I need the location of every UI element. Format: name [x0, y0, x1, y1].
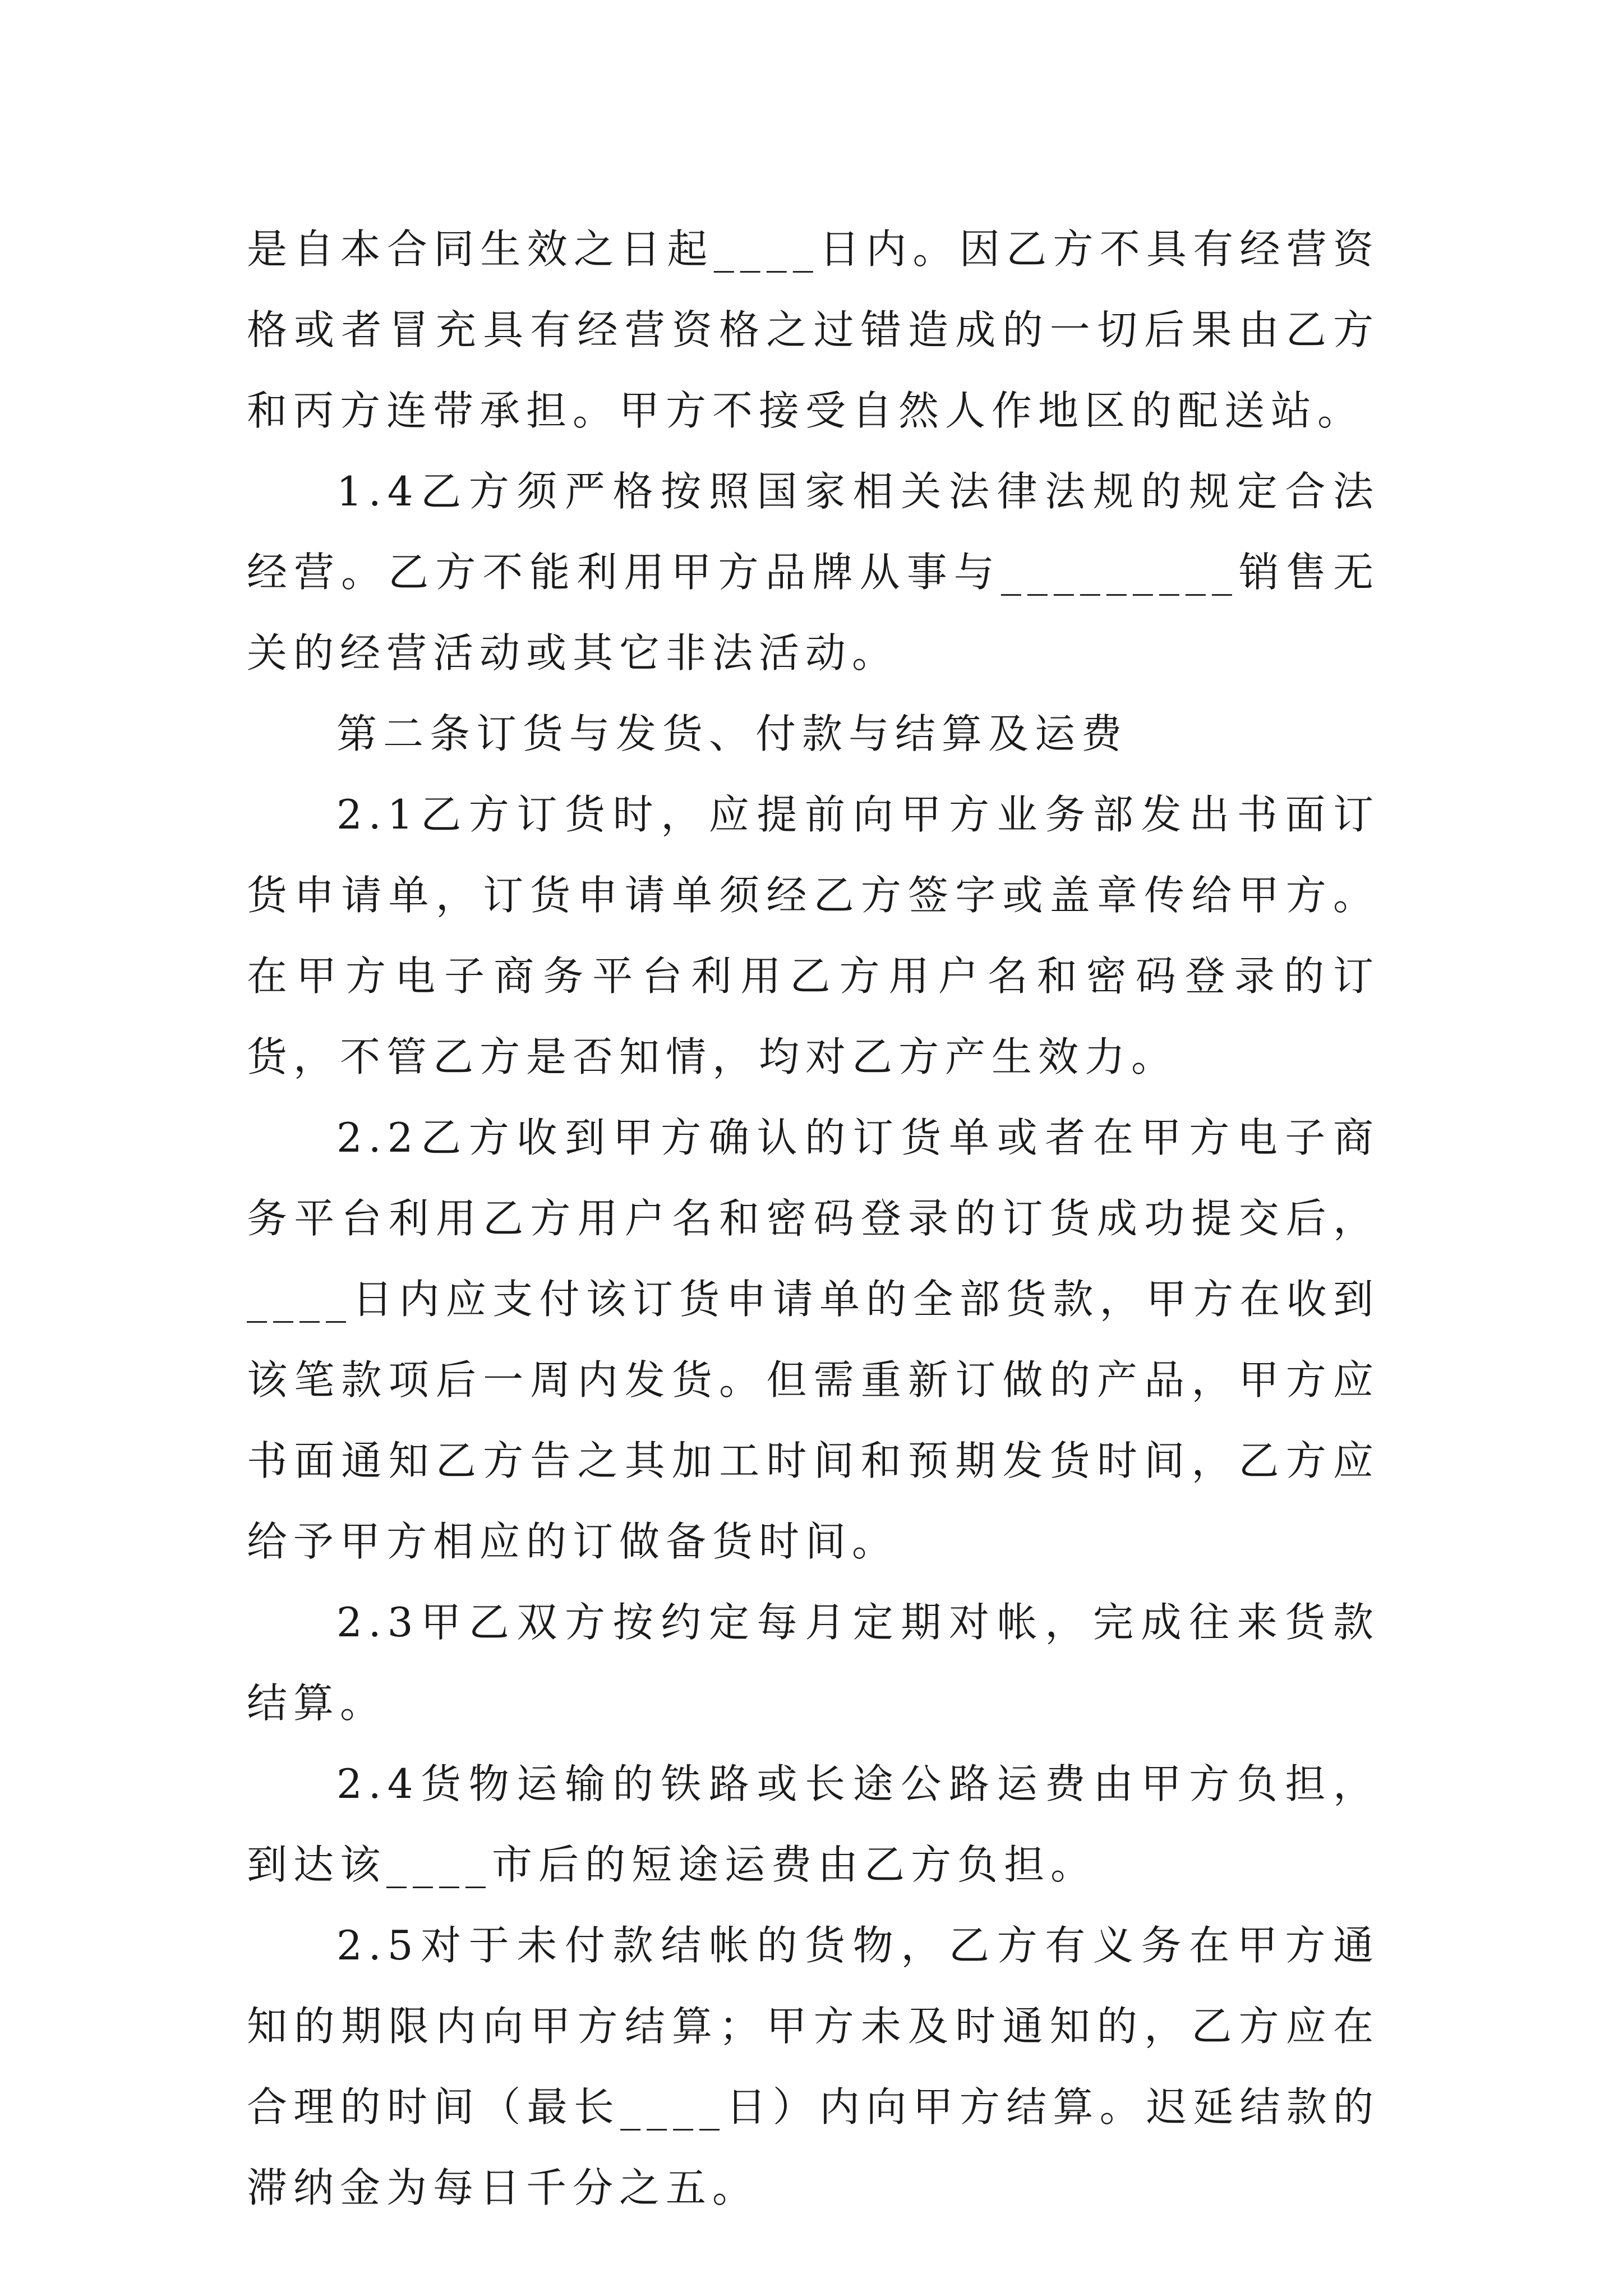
clause-2-2: 2.2乙方收到甲方确认的订货单或者在甲方电子商务平台利用乙方用户名和密码登录的订货成功提交后，____日内应支付该订货申请单的全部货款，甲方在收到该笔款项后一周内发货。但需重新订做的产品，甲方应书面通知乙方告之其加工时间和预期发货时间，乙方应给予甲方相应的订做备货时间。	[247, 1114, 1380, 1565]
clause-2-5: 2.5对于未付款结帐的货物，乙方有义务在甲方通知的期限内向甲方结算；甲方未及时通知的，乙方应在合理的时间（最长____日）内向甲方结算。迟延结款的滞纳金为每日千分之五。	[247, 1922, 1380, 2211]
article-2-heading: 第二条订货与发货、付款与结算及运费	[336, 710, 1128, 757]
clause-2-3: 2.3甲乙双方按约定每月定期对帐，完成往来货款结算。	[247, 1599, 1380, 1727]
clause-2-4: 2.4货物运输的铁路或长途公路运费由甲方负担，到达该____市后的短途运费由乙方负担。	[247, 1760, 1380, 1888]
document-body	[247, 209, 1380, 2228]
paragraph-continuation: 是自本合同生效之日起____日内。因乙方不具有经营资格或者冒充具有经营资格之过错造成的一切后果由乙方和丙方连带承担。甲方不接受自然人作地区的配送站。	[247, 226, 1380, 434]
clause-1-4: 1.4乙方须严格按照国家相关法律法规的规定合法经营。乙方不能利用甲方品牌从事与_________销售无关的经营活动或其它非法活动。	[247, 468, 1380, 677]
clause-2-1: 2.1乙方订货时，应提前向甲方业务部发出书面订货申请单，订货申请单须经乙方签字或盖章传给甲方。在甲方电子商务平台利用乙方用户名和密码登录的订货，不管乙方是否知情，均对乙方产生效力。	[247, 791, 1380, 1080]
